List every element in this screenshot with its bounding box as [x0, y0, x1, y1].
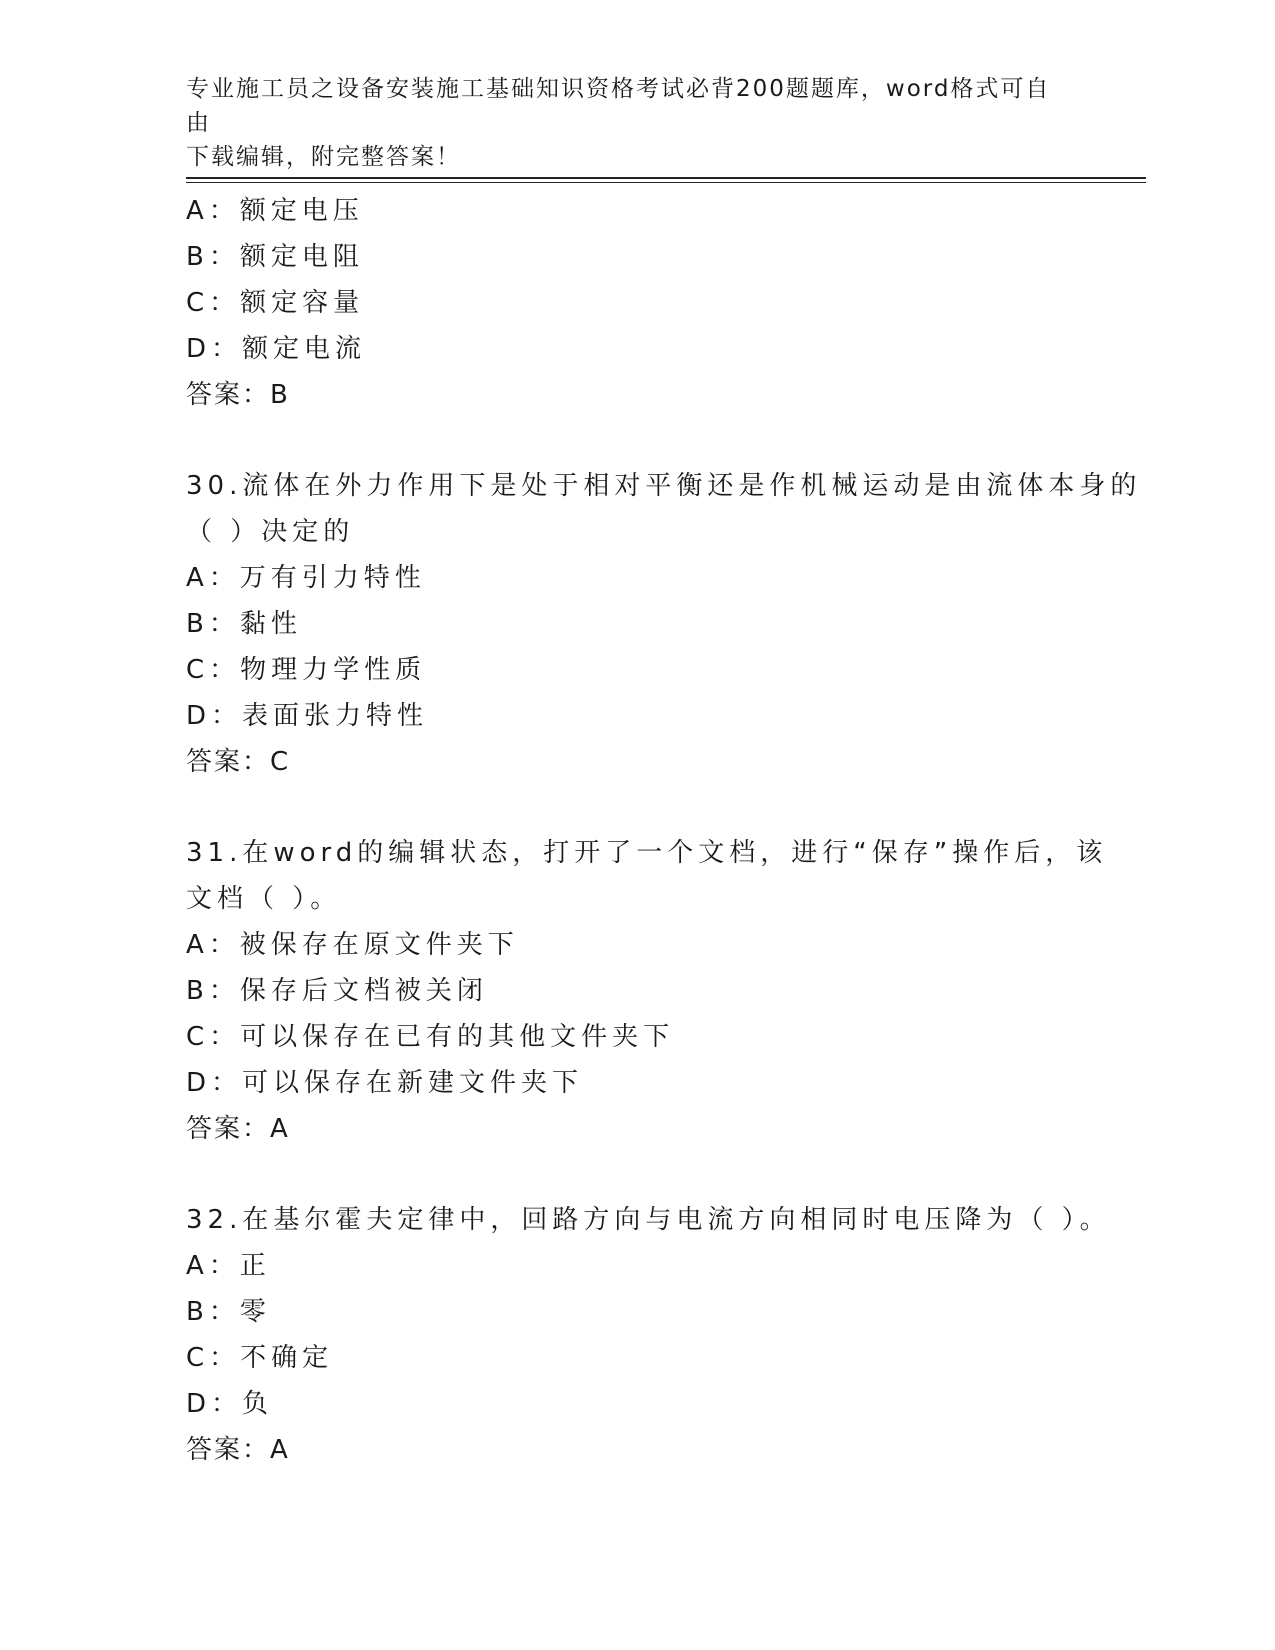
option-d: D：可以保存在新建文件夹下: [186, 1068, 584, 1098]
option-c: C：不确定: [186, 1343, 334, 1373]
question-stem: 30.流体在外力作用下是处于相对平衡还是作机械运动是由流体本身的: [186, 471, 1142, 501]
option-b: B：保存后文档被关闭: [186, 976, 488, 1006]
option-c: C：物理力学性质: [186, 655, 427, 685]
option-d: D：额定电流: [186, 334, 367, 364]
answer: 答案：B: [186, 380, 290, 410]
option-c: C：额定容量: [186, 288, 365, 318]
question-stem-cont: 文档（ ）。: [186, 884, 342, 914]
question-29: [186, 188, 1146, 418]
header-line-2: 下载编辑，附完整答案！: [186, 144, 461, 170]
option-d: D：负: [186, 1389, 274, 1419]
option-a: A：万有引力特性: [186, 563, 426, 593]
answer: 答案：C: [186, 747, 291, 777]
header-rule-thin: [186, 182, 1146, 183]
question-list: [186, 188, 1146, 1473]
question-30: [186, 463, 1146, 785]
question-stem: 31.在word的编辑状态，打开了一个文档，进行“保存”操作后，该: [186, 838, 1108, 868]
option-b: B：零: [186, 1297, 271, 1327]
question-32: [186, 1197, 1146, 1473]
option-c: C：可以保存在已有的其他文件夹下: [186, 1022, 675, 1052]
question-31: [186, 830, 1146, 1152]
option-b: B：额定电阻: [186, 242, 364, 272]
option-a: A：被保存在原文件夹下: [186, 930, 519, 960]
document-header: [186, 72, 1066, 174]
option-a: A：正: [186, 1251, 271, 1281]
question-stem: 32.在基尔霍夫定律中，回路方向与电流方向相同时电压降为（ ）。: [186, 1205, 1111, 1235]
answer: 答案：A: [186, 1114, 290, 1144]
header-line-1: 专业施工员之设备安装施工基础知识资格考试必背200题题库，word格式可自由: [186, 76, 1051, 136]
question-stem-cont: （ ）决定的: [186, 517, 355, 547]
header-rule-thick: [186, 177, 1146, 179]
option-a: A：额定电压: [186, 196, 364, 226]
answer: 答案：A: [186, 1435, 290, 1465]
option-d: D：表面张力特性: [186, 701, 429, 731]
option-b: B：黏性: [186, 609, 302, 639]
